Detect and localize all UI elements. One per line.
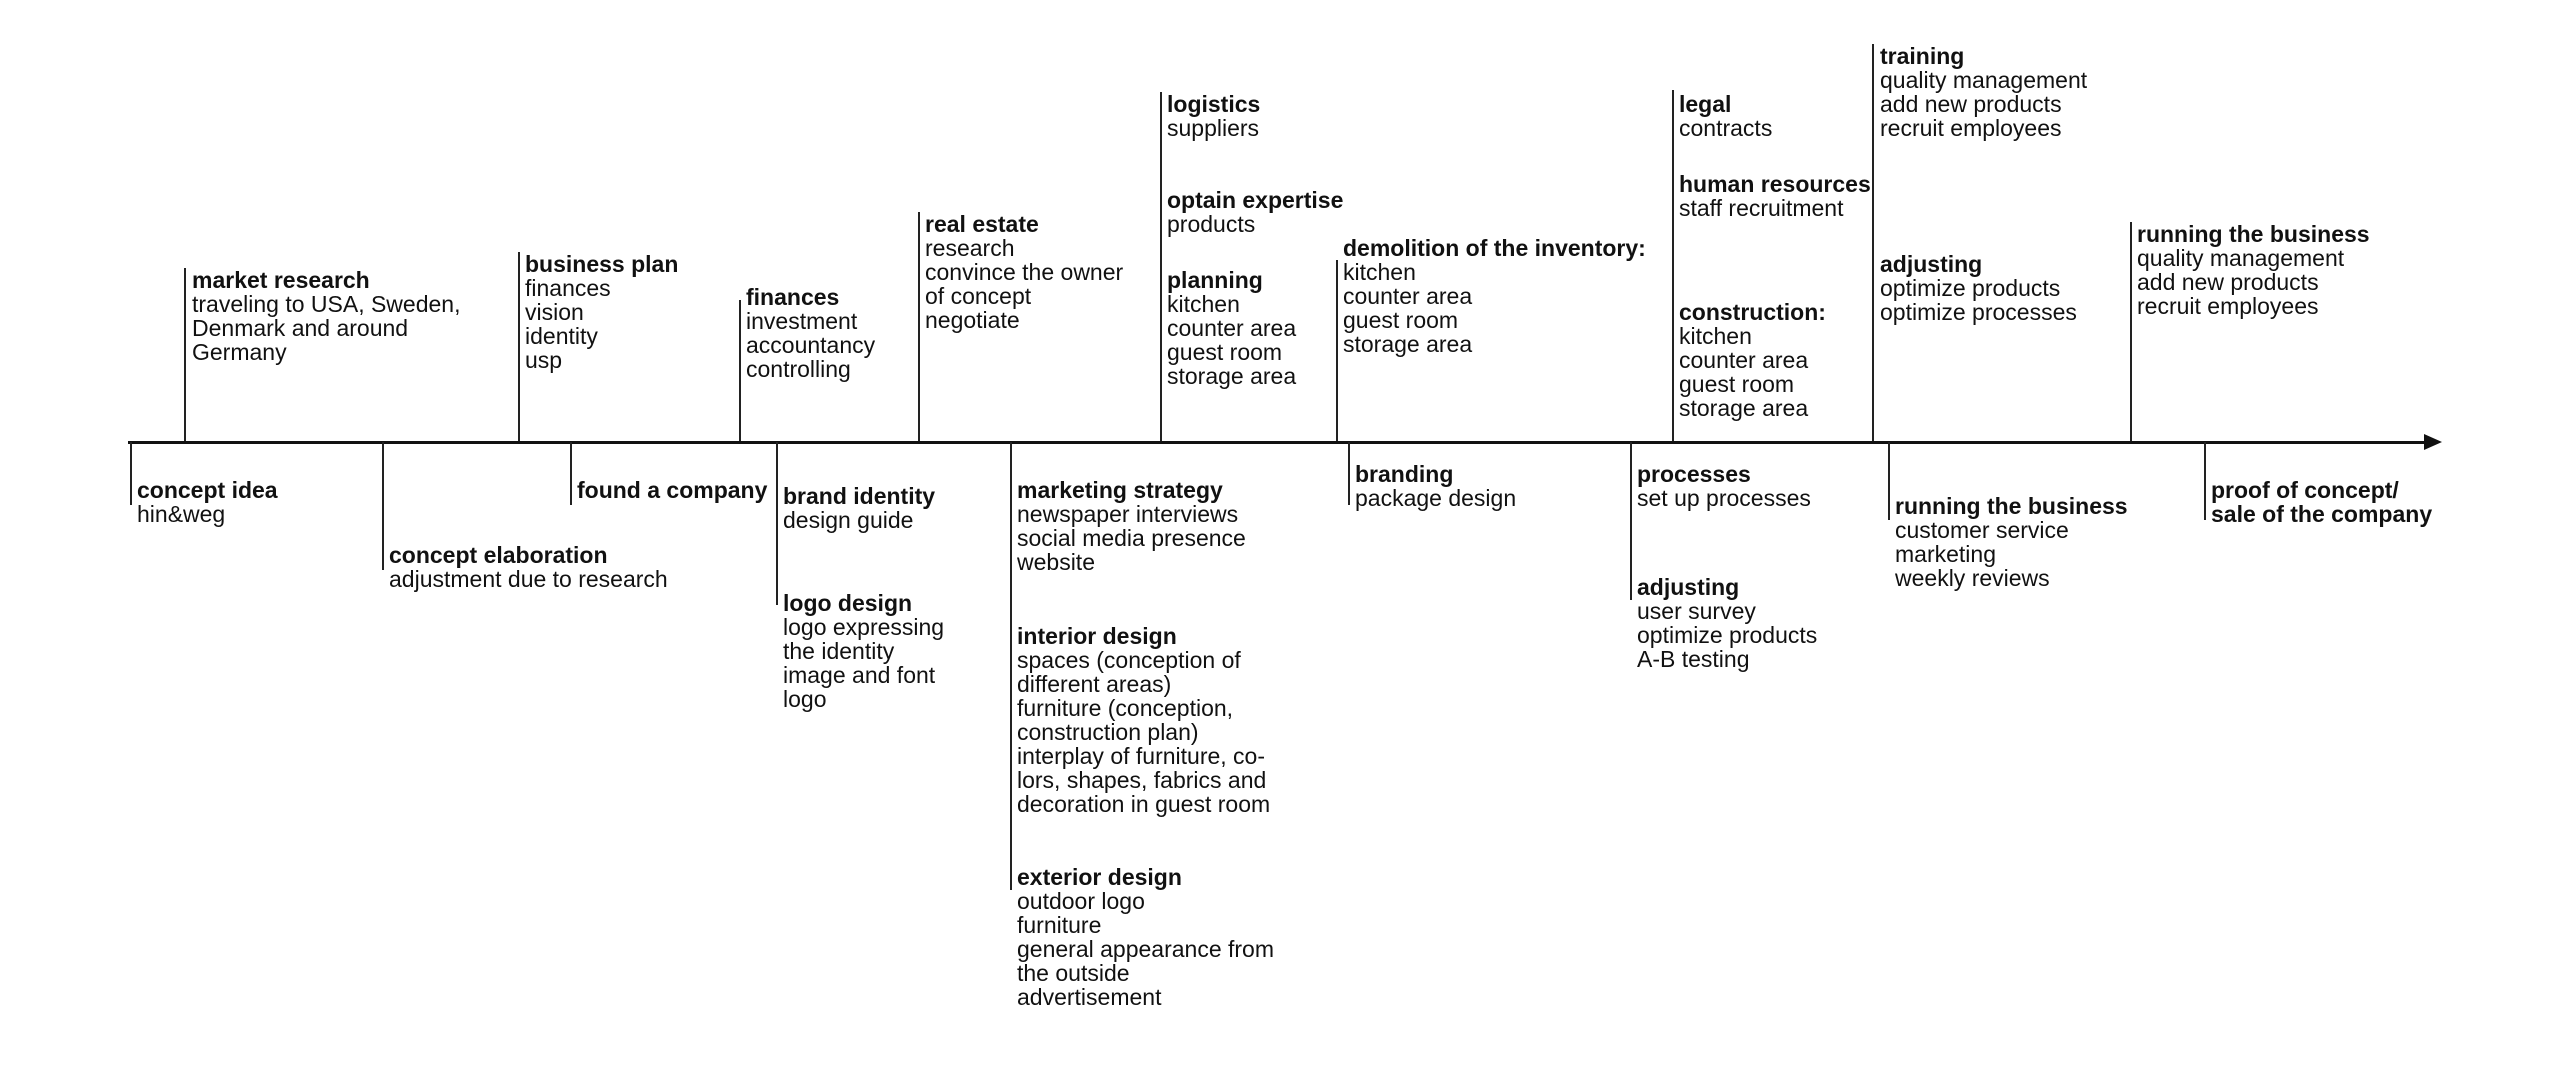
milestone-detail: quality management [1880, 67, 2088, 93]
milestone-branding [1355, 462, 1516, 510]
milestone-title: branding [1355, 461, 1454, 487]
milestone-title: construction: [1679, 299, 1826, 325]
milestone-detail: guest room [1343, 307, 1459, 333]
milestone-title: human resources [1679, 171, 1871, 197]
milestone-title: market research [192, 267, 370, 293]
milestone-detail: the identity [783, 638, 895, 664]
milestone-planning [1167, 268, 1296, 388]
milestone-detail: optimize products [1880, 275, 2061, 301]
milestone-found-company [577, 478, 767, 502]
milestone-detail: construction plan) [1017, 719, 1199, 745]
milestone-title: logistics [1167, 91, 1261, 117]
milestone-title: concept idea [137, 477, 278, 503]
milestone-detail: decoration in guest room [1017, 791, 1271, 817]
milestone-marketing-strategy [1017, 478, 1246, 574]
milestone-processes [1637, 462, 1811, 510]
milestone-detail: of concept [925, 283, 1032, 309]
milestone-title: demolition of the inventory: [1343, 235, 1646, 261]
timeline-connector-finances [739, 300, 741, 441]
timeline-connector-brand-identity [776, 442, 778, 605]
milestone-detail: add new products [2137, 269, 2319, 295]
milestone-detail: newspaper interviews [1017, 501, 1239, 527]
milestone-detail: storage area [1167, 363, 1297, 389]
milestone-title: processes [1637, 461, 1751, 487]
milestone-detail: different areas) [1017, 671, 1172, 697]
milestone-training [1880, 44, 2087, 140]
milestone-human-resources [1679, 172, 1871, 220]
milestone-title: adjusting [1637, 574, 1740, 600]
milestone-detail: counter area [1679, 347, 1809, 373]
milestone-title: concept elaboration [389, 542, 608, 568]
timeline-arrowhead [2424, 434, 2442, 450]
milestone-detail: recruit employees [1880, 115, 2062, 141]
milestone-title: brand identity [783, 483, 936, 509]
milestone-detail: weekly reviews [1895, 565, 2050, 591]
milestone-detail: controlling [746, 356, 851, 382]
timeline-connector-running-business-1 [1888, 442, 1890, 520]
milestone-title: legal [1679, 91, 1732, 117]
milestone-title: business plan [525, 251, 679, 277]
timeline-connector-market-research [184, 268, 186, 441]
milestone-detail: hin&weg [137, 501, 226, 527]
milestone-detail: sale of the company [2211, 501, 2433, 527]
milestone-logo-design [783, 591, 944, 711]
milestone-detail: advertisement [1017, 984, 1162, 1010]
timeline-connector-found-company [570, 442, 572, 505]
timeline-connector-marketing-strategy [1010, 442, 1012, 890]
milestone-detail: accountancy [746, 332, 876, 358]
milestone-detail: adjustment due to research [389, 566, 668, 592]
milestone-detail: the outside [1017, 960, 1130, 986]
milestone-detail: optimize processes [1880, 299, 2077, 325]
milestone-brand-identity [783, 484, 935, 532]
milestone-market-research [192, 268, 460, 364]
milestone-optain-expertise [1167, 188, 1343, 236]
milestone-detail: convince the owner [925, 259, 1124, 285]
milestone-detail: finances [525, 275, 611, 301]
milestone-detail: investment [746, 308, 858, 334]
milestone-detail: recruit employees [2137, 293, 2319, 319]
milestone-detail: spaces (conception of [1017, 647, 1241, 673]
milestone-title: marketing strategy [1017, 477, 1223, 503]
milestone-title: training [1880, 43, 1965, 69]
milestone-detail: identity [525, 323, 598, 349]
timeline-connector-proof-of-concept [2204, 442, 2206, 520]
milestone-detail: staff recruitment [1679, 195, 1844, 221]
milestone-detail: A-B testing [1637, 646, 1750, 672]
milestone-title: optain expertise [1167, 187, 1344, 213]
milestone-detail: usp [525, 347, 563, 373]
milestone-title: exterior design [1017, 864, 1182, 890]
timeline-connector-real-estate [918, 212, 920, 441]
milestone-title: proof of concept/ [2211, 477, 2399, 503]
milestone-title: logo design [783, 590, 913, 616]
milestone-adjusting-1 [1637, 575, 1817, 671]
milestone-detail: Germany [192, 339, 287, 365]
milestone-detail: set up processes [1637, 485, 1811, 511]
milestone-detail: contracts [1679, 115, 1773, 141]
milestone-detail: lors, shapes, fabrics and [1017, 767, 1267, 793]
milestone-title: running the business [1895, 493, 2128, 519]
milestone-title: real estate [925, 211, 1039, 237]
milestone-detail: customer service [1895, 517, 2069, 543]
milestone-finances [746, 285, 875, 381]
milestone-detail: image and font [783, 662, 936, 688]
milestone-title: found a company [577, 477, 768, 503]
milestone-detail: traveling to USA, Sweden, [192, 291, 461, 317]
timeline-connector-logistics [1160, 92, 1162, 441]
milestone-detail: furniture (conception, [1017, 695, 1234, 721]
milestone-interior-design [1017, 624, 1270, 816]
milestone-detail: counter area [1167, 315, 1297, 341]
milestone-detail: kitchen [1167, 291, 1240, 317]
milestone-title: planning [1167, 267, 1263, 293]
milestone-real-estate [925, 212, 1123, 332]
milestone-detail: design guide [783, 507, 914, 533]
milestone-construction [1679, 300, 1826, 420]
milestone-detail: kitchen [1343, 259, 1416, 285]
milestone-detail: kitchen [1679, 323, 1752, 349]
milestone-detail: counter area [1343, 283, 1473, 309]
milestone-title: adjusting [1880, 251, 1983, 277]
milestone-detail: negotiate [925, 307, 1020, 333]
milestone-business-plan [525, 252, 678, 372]
milestone-concept-idea [137, 478, 278, 526]
milestone-detail: add new products [1880, 91, 2062, 117]
milestone-detail: furniture [1017, 912, 1102, 938]
milestone-detail: storage area [1343, 331, 1473, 357]
timeline-axis [128, 441, 2428, 444]
milestone-demolition [1343, 236, 1646, 356]
milestone-concept-elaboration [389, 543, 668, 591]
milestone-detail: Denmark and around [192, 315, 409, 341]
milestone-detail: general appearance from [1017, 936, 1274, 962]
milestone-detail: logo [783, 686, 827, 712]
milestone-detail: marketing [1895, 541, 1996, 567]
milestone-title: interior design [1017, 623, 1177, 649]
milestone-detail: outdoor logo [1017, 888, 1145, 914]
milestone-running-business-2 [2137, 222, 2370, 318]
milestone-detail: user survey [1637, 598, 1756, 624]
milestone-detail: vision [525, 299, 584, 325]
milestone-exterior-design [1017, 865, 1274, 1009]
timeline-connector-processes [1630, 442, 1632, 600]
timeline-connector-branding [1348, 442, 1350, 505]
milestone-detail: quality management [2137, 245, 2345, 271]
timeline-connector-business-plan [518, 252, 520, 441]
milestone-adjusting-2 [1880, 252, 2077, 324]
milestone-detail: logo expressing [783, 614, 945, 640]
milestone-detail: storage area [1679, 395, 1809, 421]
timeline-connector-training [1872, 44, 1874, 441]
timeline-connector-demolition [1336, 260, 1338, 441]
milestone-detail: research [925, 235, 1015, 261]
milestone-detail: optimize products [1637, 622, 1818, 648]
milestone-detail: suppliers [1167, 115, 1260, 141]
timeline-connector-concept-idea [130, 442, 132, 505]
milestone-detail: social media presence [1017, 525, 1246, 551]
milestone-title: finances [746, 284, 840, 310]
milestone-legal [1679, 92, 1772, 140]
milestone-title: running the business [2137, 221, 2370, 247]
milestone-detail: package design [1355, 485, 1517, 511]
milestone-detail: guest room [1679, 371, 1795, 397]
milestone-logistics [1167, 92, 1260, 140]
milestone-detail: interplay of furniture, co- [1017, 743, 1266, 769]
timeline-connector-legal [1672, 90, 1674, 441]
milestone-running-business-1 [1895, 494, 2128, 590]
timeline-connector-concept-elaboration [382, 442, 384, 570]
milestone-detail: products [1167, 211, 1256, 237]
milestone-detail: guest room [1167, 339, 1283, 365]
milestone-proof-of-concept [2211, 478, 2432, 526]
milestone-detail: website [1017, 549, 1095, 575]
timeline-connector-running-business-2 [2130, 222, 2132, 441]
